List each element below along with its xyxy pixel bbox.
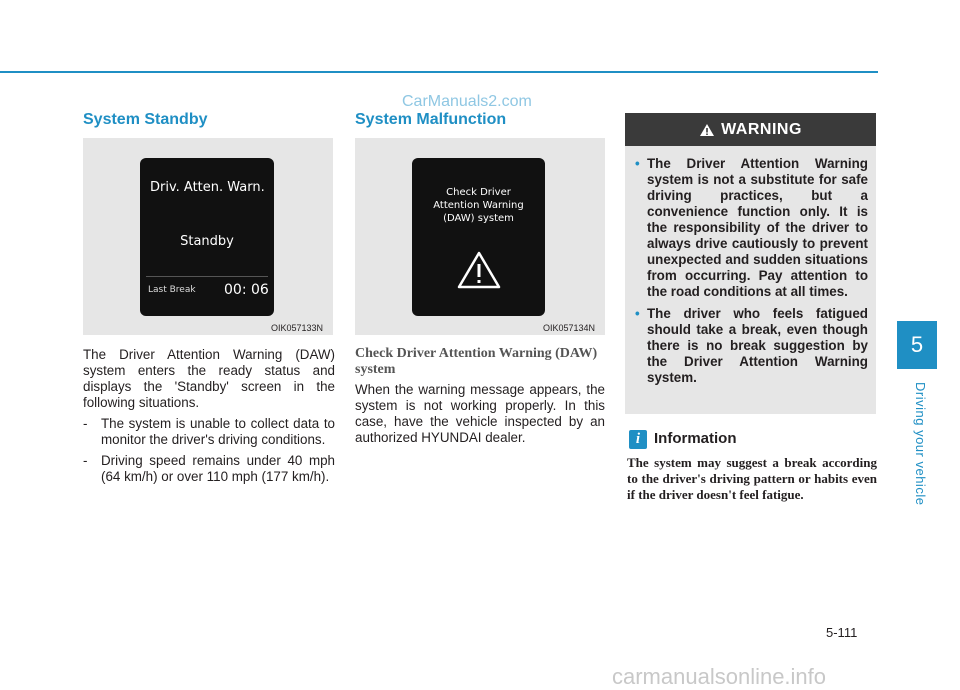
bottom-watermark: carmanualsonline.info xyxy=(612,664,827,689)
warning-triangle-icon xyxy=(456,250,502,290)
list-item xyxy=(83,416,335,448)
information-title: Information xyxy=(654,430,737,447)
system-standby-title: System Standby xyxy=(83,111,208,128)
malfunction-display xyxy=(412,158,545,316)
warning-box xyxy=(625,113,876,414)
system-malfunction-title: System Malfunction xyxy=(355,111,507,128)
bullet-marker: • xyxy=(635,306,640,321)
chapter-label: Driving your vehicle xyxy=(913,382,928,506)
malfunction-body xyxy=(355,382,605,451)
last-break-value: 00: 06 xyxy=(224,282,269,298)
list-item xyxy=(83,453,335,485)
last-break-label: Last Break xyxy=(148,285,196,295)
top-watermark: CarManuals2.com xyxy=(402,93,532,110)
figure-code-standby: OIK057133N xyxy=(271,323,324,333)
display-line: (DAW) system xyxy=(443,213,514,224)
standby-display xyxy=(140,158,274,316)
display-line: Check Driver xyxy=(446,187,511,198)
chapter-tab: 5 xyxy=(897,321,937,369)
bullet-marker: • xyxy=(635,156,640,171)
dash-marker: - xyxy=(83,453,88,468)
header-rule xyxy=(0,71,878,73)
list-item-text: The system is unable to collect data to monitor the driver's driving conditions. xyxy=(101,416,335,447)
warning-icon xyxy=(699,123,715,137)
warning-item xyxy=(635,306,868,386)
information-text: The system may suggest a break according to the driver's driving pattern or habits even if the driver doesn't feel fatigue. xyxy=(627,455,877,502)
standby-figure xyxy=(83,138,333,335)
display-message xyxy=(412,186,545,225)
standby-body xyxy=(83,347,335,490)
warning-item-text: The Driver Attention Warning system is not a substitute for safe driving practices, but a convenience function only. It is the responsibility of the driver to always drive cautiously to prevent unexpected and sudden situations from occurring. Pay attention to the road conditions at all times. xyxy=(647,156,868,299)
display-status: Standby xyxy=(180,234,234,249)
warning-list xyxy=(625,146,876,386)
info-icon: i xyxy=(629,430,647,449)
malfunction-text: When the warning message appears, the system is not working properly. In this case, have the vehicle inspected by an authorized HYUNDAI dealer. xyxy=(355,382,605,445)
warning-header xyxy=(625,113,876,146)
standby-intro: The Driver Attention Warning (DAW) system enters the ready status and displays the 'Standby' screen in the following situations. xyxy=(83,347,335,410)
warning-item xyxy=(635,156,868,300)
figure-code-malfunction: OIK057134N xyxy=(543,323,596,333)
warning-title: WARNING xyxy=(721,120,802,138)
list-item-text: Driving speed remains under 40 mph (64 km/h) or over 110 mph (177 km/h). xyxy=(101,453,335,484)
display-divider xyxy=(146,276,268,277)
warning-item-text: The driver who feels fatigued should take a break, even though there is no break suggestion by the Driver Attention Warning system. xyxy=(647,306,868,385)
display-line: Attention Warning xyxy=(433,200,524,211)
dash-marker: - xyxy=(83,416,88,431)
page-number: 5-111 xyxy=(826,625,858,640)
malfunction-figure xyxy=(355,138,605,335)
display-title: Driv. Atten. Warn. xyxy=(150,180,265,195)
daw-subheading: Check Driver Attention Warning (DAW) system xyxy=(355,346,598,377)
